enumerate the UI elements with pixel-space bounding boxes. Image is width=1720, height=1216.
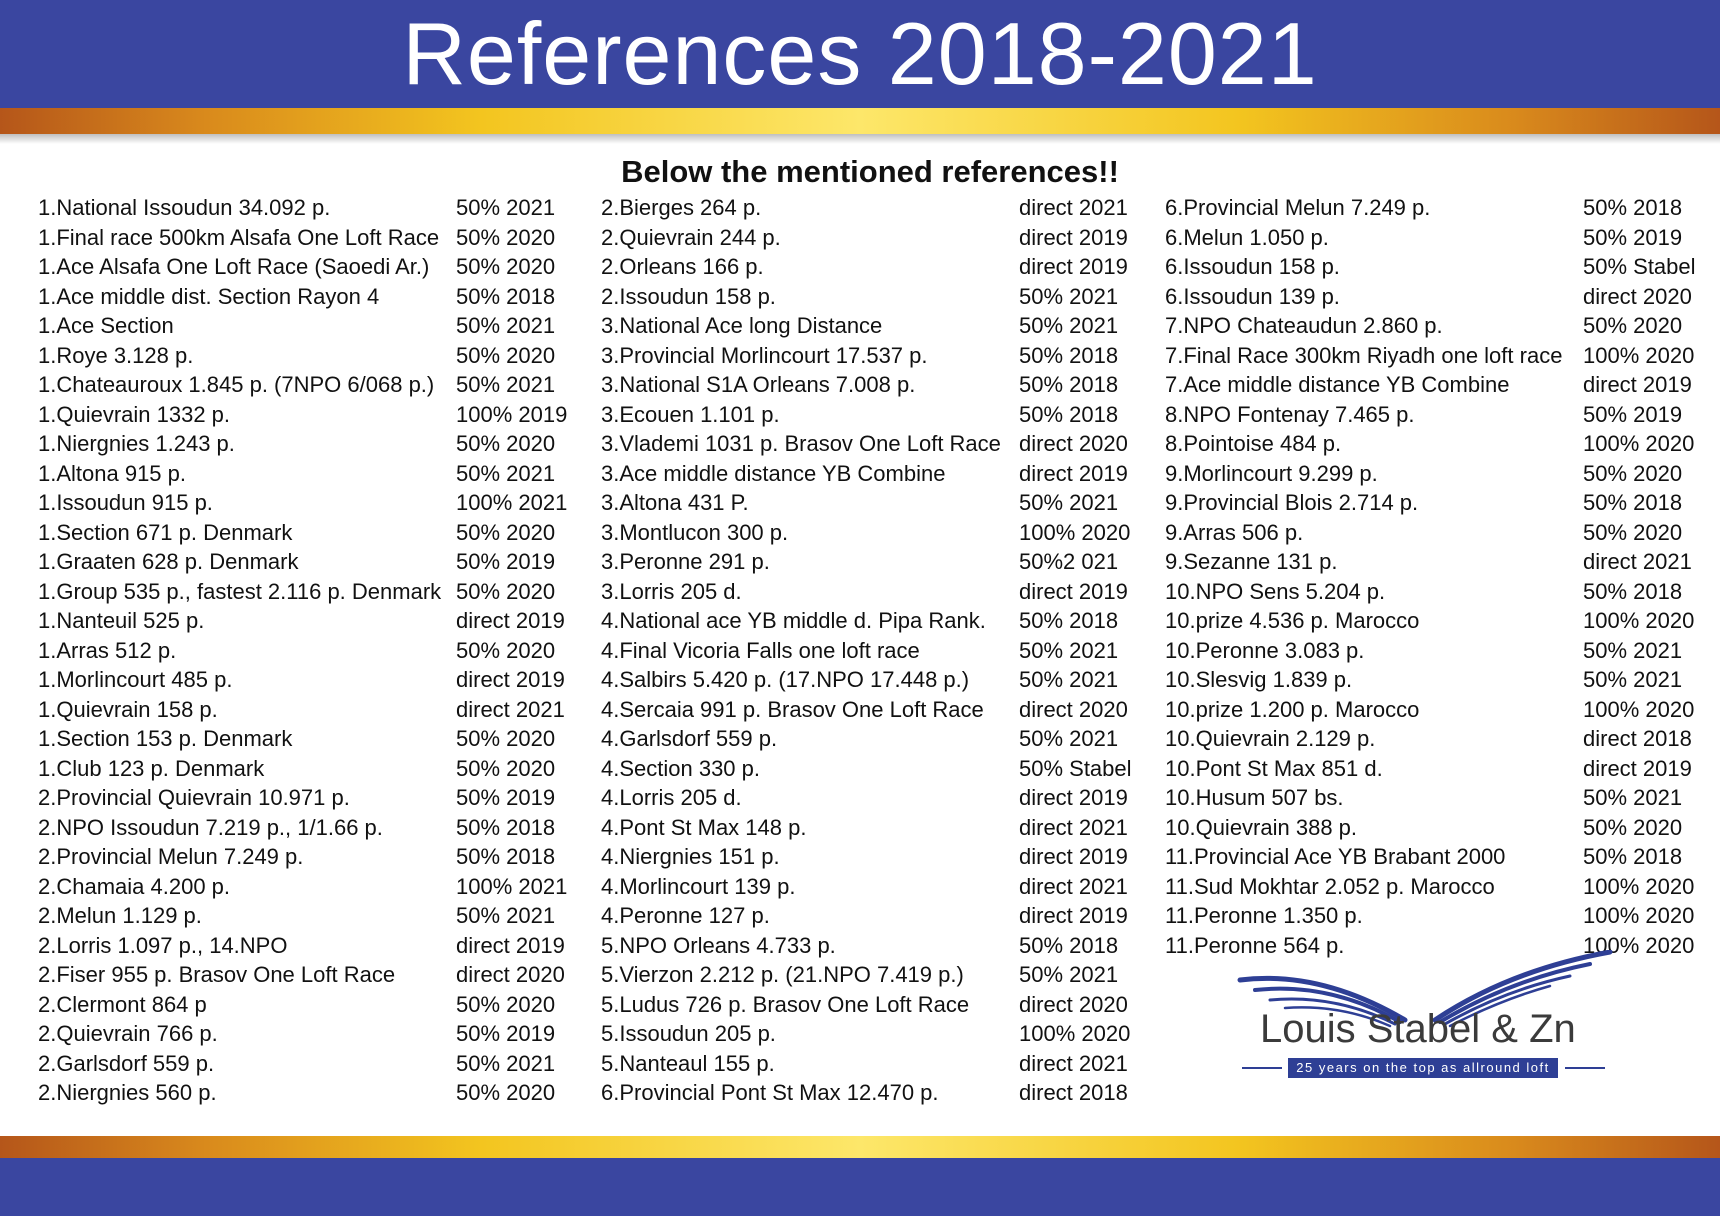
reference-share: 50% 2018	[1019, 401, 1119, 427]
list-item	[38, 636, 568, 666]
reference-share: 50% 2020	[456, 726, 556, 751]
reference-share: direct 2018	[1583, 726, 1692, 751]
reference-share: 50% 2018	[1583, 578, 1683, 604]
reference-name: 3.Peronne 291 p.	[601, 549, 770, 574]
reference-name: 1.Group 535 p., fastest 2.116 p. Denmark	[38, 578, 442, 604]
reference-share: 50% 2021	[456, 460, 556, 486]
reference-share: 50% 2021	[456, 1050, 556, 1076]
reference-share: 50% 2020	[456, 637, 556, 663]
reference-name: 4.Morlincourt 139 p.	[601, 873, 796, 899]
list-item	[38, 960, 568, 990]
reference-share: 50% 2019	[456, 785, 556, 810]
list-item	[601, 990, 1141, 1020]
reference-name: 1.Quievrain 158 p.	[38, 696, 218, 722]
list-item	[38, 370, 568, 400]
reference-name: 3.National S1A Orleans 7.008 p.	[601, 372, 916, 397]
reference-share: direct 2019	[1019, 254, 1128, 279]
reference-share: direct 2020	[1019, 431, 1128, 456]
reference-share: 50% 2018	[1583, 490, 1683, 515]
list-item	[1165, 547, 1705, 577]
reference-name: 3.Lorris 205 d.	[601, 578, 742, 604]
list-item	[38, 695, 568, 725]
reference-share: 50% 2021	[1019, 962, 1119, 987]
list-item	[601, 665, 1141, 695]
list-item	[601, 341, 1141, 371]
footer-band	[0, 1158, 1720, 1216]
list-item	[601, 488, 1141, 518]
reference-name: 7.Ace middle distance YB Combine	[1165, 372, 1510, 397]
reference-name: 2.Chamaia 4.200 p.	[38, 873, 231, 899]
reference-name: 2.Fiser 955 p. Brasov One Loft Race	[38, 962, 396, 987]
reference-share: 50% 2020	[456, 755, 556, 781]
list-item	[1165, 636, 1705, 666]
reference-share: 100% 2020	[1583, 873, 1695, 899]
list-item	[38, 813, 568, 843]
references-column-3	[1165, 193, 1705, 960]
reference-share: 50% 2021	[1583, 785, 1683, 810]
reference-share: 50% 2020	[456, 342, 556, 368]
list-item	[1165, 724, 1705, 754]
reference-share: 50% 2018	[1019, 608, 1119, 633]
reference-share: direct 2019	[1583, 755, 1692, 781]
reference-share: 50% 2018	[1019, 372, 1119, 397]
list-item	[601, 754, 1141, 784]
subtitle: Below the mentioned references!!	[621, 154, 1119, 189]
reference-name: 2.Bierges 264 p.	[601, 195, 762, 220]
references-column-2	[601, 193, 1141, 1108]
reference-name: 4.Lorris 205 d.	[601, 785, 742, 810]
reference-share: 100% 2019	[456, 401, 568, 427]
list-item	[1165, 488, 1705, 518]
reference-share: 50% 2021	[456, 195, 556, 220]
list-item	[1165, 695, 1705, 725]
list-item	[601, 960, 1141, 990]
reference-name: 9.Sezanne 131 p.	[1165, 549, 1338, 574]
list-item	[1165, 311, 1705, 341]
reference-name: 1.Ace Alsafa One Loft Race (Saoedi Ar.)	[38, 254, 430, 279]
reference-name: 6.Provincial Melun 7.249 p.	[1165, 195, 1431, 220]
reference-name: 4.Pont St Max 148 p.	[601, 814, 807, 840]
reference-share: direct 2020	[1019, 696, 1128, 722]
list-item	[601, 636, 1141, 666]
reference-share: direct 2019	[456, 608, 565, 633]
louis-stabel-logo	[1230, 950, 1620, 1120]
list-item	[38, 547, 568, 577]
reference-name: 1.Niergnies 1.243 p.	[38, 431, 235, 456]
list-item	[601, 783, 1141, 813]
reference-name: 1.Roye 3.128 p.	[38, 342, 194, 368]
reference-share: direct 2019	[1583, 372, 1692, 397]
reference-share: 50% 2018	[456, 844, 556, 869]
list-item	[1165, 754, 1705, 784]
reference-share: 50% 2018	[456, 814, 556, 840]
list-item	[601, 311, 1141, 341]
reference-name: 1.Issoudun 915 p.	[38, 490, 213, 515]
list-item	[601, 429, 1141, 459]
list-item	[601, 813, 1141, 843]
reference-name: 3.Provincial Morlincourt 17.537 p.	[601, 342, 928, 368]
list-item	[601, 252, 1141, 282]
reference-name: 4.Niergnies 151 p.	[601, 844, 780, 869]
reference-share: 50% 2018	[1019, 342, 1119, 368]
reference-name: 5.Vierzon 2.212 p. (21.NPO 7.419 p.)	[601, 962, 964, 987]
list-item	[38, 783, 568, 813]
reference-share: 50% 2021	[1019, 667, 1119, 692]
list-item	[38, 252, 568, 282]
reference-name: 2.Provincial Melun 7.249 p.	[38, 844, 304, 869]
reference-name: 1.Final race 500km Alsafa One Loft Race	[38, 224, 440, 250]
reference-name: 11.Provincial Ace YB Brabant 2000	[1165, 844, 1506, 869]
reference-share: 50% 2021	[456, 903, 556, 928]
list-item	[601, 223, 1141, 253]
list-item	[38, 1078, 568, 1108]
list-item	[38, 193, 568, 223]
reference-name: 5.Issoudun 205 p.	[601, 1021, 776, 1046]
reference-name: 3.National Ace long Distance	[601, 313, 883, 338]
reference-name: 4.Peronne 127 p.	[601, 903, 770, 928]
reference-name: 2.Melun 1.129 p.	[38, 903, 202, 928]
reference-share: 100% 2021	[456, 873, 568, 899]
list-item	[1165, 282, 1705, 312]
reference-name: 3.Vlademi 1031 p. Brasov One Loft Race	[601, 431, 1001, 456]
reference-share: 50%2 021	[1019, 549, 1119, 574]
reference-name: 10.Peronne 3.083 p.	[1165, 637, 1365, 663]
reference-name: 1.Arras 512 p.	[38, 637, 177, 663]
reference-name: 10.prize 1.200 p. Marocco	[1165, 696, 1420, 722]
reference-share: 50% 2021	[1019, 283, 1119, 309]
reference-name: 3.Altona 431 P.	[601, 490, 749, 515]
list-item	[38, 459, 568, 489]
reference-share: direct 2021	[1019, 814, 1128, 840]
reference-name: 1.Graaten 628 p. Denmark	[38, 549, 299, 574]
tagline-rule-left	[1242, 1067, 1282, 1069]
reference-name: 2.Provincial Quievrain 10.971 p.	[38, 785, 350, 810]
list-item	[1165, 783, 1705, 813]
list-item	[38, 606, 568, 636]
reference-name: 11.Sud Mokhtar 2.052 p. Marocco	[1165, 873, 1495, 899]
reference-share: 50% 2020	[1583, 814, 1683, 840]
list-item	[1165, 400, 1705, 430]
list-item	[601, 282, 1141, 312]
reference-share: 100% 2020	[1019, 519, 1131, 545]
list-item	[1165, 901, 1705, 931]
reference-share: 50% 2020	[456, 224, 556, 250]
logo-tagline: 25 years on the top as allround loft	[1288, 1058, 1558, 1078]
tagline-rule-right	[1565, 1067, 1605, 1069]
reference-name: 3.Ecouen 1.101 p.	[601, 401, 780, 427]
reference-share: 50% 2019	[456, 549, 556, 574]
list-item	[601, 518, 1141, 548]
list-item	[38, 488, 568, 518]
list-item	[1165, 429, 1705, 459]
reference-name: 10.NPO Sens 5.204 p.	[1165, 578, 1386, 604]
reference-name: 4.Garlsdorf 559 p.	[601, 726, 778, 751]
reference-name: 1.Section 153 p. Denmark	[38, 726, 293, 751]
reference-name: 6.Melun 1.050 p.	[1165, 224, 1329, 250]
reference-share: 50% 2018	[1583, 195, 1683, 220]
reference-share: direct 2021	[1019, 195, 1128, 220]
reference-share: 100% 2020	[1583, 932, 1695, 958]
logo-name: Louis Stabel & Zn	[1260, 1007, 1576, 1051]
reference-share: 100% 2020	[1583, 696, 1695, 722]
list-item	[38, 754, 568, 784]
list-item	[601, 872, 1141, 902]
list-item	[601, 901, 1141, 931]
reference-name: 2.Quievrain 244 p.	[601, 224, 781, 250]
list-item	[38, 282, 568, 312]
list-item	[601, 193, 1141, 223]
reference-name: 10.Husum 507 bs.	[1165, 785, 1344, 810]
reference-name: 8.Pointoise 484 p.	[1165, 431, 1342, 456]
reference-share: direct 2021	[1019, 873, 1128, 899]
reference-name: 1.Quievrain 1332 p.	[38, 401, 231, 427]
reference-share: direct 2020	[456, 962, 565, 987]
reference-name: 1.Ace Section	[38, 313, 174, 338]
list-item	[38, 931, 568, 961]
list-item	[38, 665, 568, 695]
reference-share: direct 2019	[1019, 460, 1128, 486]
list-item	[601, 400, 1141, 430]
reference-name: 2.Orleans 166 p.	[601, 254, 764, 279]
list-item	[38, 842, 568, 872]
reference-share: direct 2021	[1019, 1050, 1128, 1076]
reference-name: 10.prize 4.536 p. Marocco	[1165, 608, 1420, 633]
reference-share: direct 2021	[456, 696, 565, 722]
reference-name: 10.Slesvig 1.839 p.	[1165, 667, 1353, 692]
list-item	[601, 547, 1141, 577]
reference-share: 50% 2019	[1583, 224, 1683, 250]
reference-name: 3.Ace middle distance YB Combine	[601, 460, 946, 486]
reference-share: direct 2019	[1019, 903, 1128, 928]
reference-share: direct 2019	[456, 932, 565, 958]
list-item	[38, 429, 568, 459]
list-item	[601, 577, 1141, 607]
list-item	[601, 842, 1141, 872]
reference-share: direct 2020	[1583, 283, 1692, 309]
reference-name: 4.Sercaia 991 p. Brasov One Loft Race	[601, 696, 984, 722]
list-item	[1165, 872, 1705, 902]
reference-share: 50% 2020	[1583, 313, 1683, 338]
reference-name: 1.Altona 915 p.	[38, 460, 187, 486]
list-item	[1165, 193, 1705, 223]
reference-name: 1.Morlincourt 485 p.	[38, 667, 233, 692]
reference-share: direct 2019	[1019, 578, 1128, 604]
list-item	[1165, 370, 1705, 400]
reference-name: 4.Salbirs 5.420 p. (17.NPO 17.448 p.)	[601, 667, 970, 692]
reference-share: 50% 2021	[1019, 490, 1119, 515]
list-item	[38, 724, 568, 754]
reference-share: 100% 2020	[1583, 903, 1695, 928]
reference-share: direct 2021	[1583, 549, 1692, 574]
reference-name: 7.Final Race 300km Riyadh one loft race	[1165, 342, 1563, 368]
reference-share: direct 2019	[1019, 224, 1128, 250]
list-item	[38, 400, 568, 430]
references-column-1	[38, 193, 568, 1108]
reference-share: 50% 2020	[456, 431, 556, 456]
reference-share: 50% 2020	[456, 254, 556, 279]
gold-stripe-top	[0, 108, 1720, 134]
reference-share: 50% 2021	[1583, 637, 1683, 663]
reference-share: 50% 2021	[1019, 313, 1119, 338]
reference-name: 1.Chateauroux 1.845 p. (7NPO 6/068 p.)	[38, 372, 435, 397]
list-item	[1165, 459, 1705, 489]
page-title: References 2018-2021	[402, 4, 1318, 103]
reference-share: 50% 2020	[456, 578, 556, 604]
list-item	[601, 695, 1141, 725]
reference-share: 100% 2020	[1019, 1021, 1131, 1046]
list-item	[601, 1078, 1141, 1108]
list-item	[1165, 223, 1705, 253]
reference-name: 7.NPO Chateaudun 2.860 p.	[1165, 313, 1443, 338]
list-item	[1165, 577, 1705, 607]
reference-share: 50% 2021	[1019, 637, 1119, 663]
reference-name: 6.Issoudun 139 p.	[1165, 283, 1340, 309]
reference-share: 50% 2019	[1583, 401, 1683, 427]
reference-share: 100% 2020	[1583, 431, 1695, 456]
reference-share: 50% 2019	[456, 1021, 556, 1046]
reference-name: 2.Clermont 864 p	[38, 991, 207, 1017]
reference-name: 1.Section 671 p. Denmark	[38, 519, 293, 545]
reference-share: 50% 2021	[456, 313, 556, 338]
list-item	[38, 223, 568, 253]
reference-name: 5.NPO Orleans 4.733 p.	[601, 932, 836, 958]
reference-share: 50% 2021	[1019, 726, 1119, 751]
reference-name: 10.Pont St Max 851 d.	[1165, 755, 1383, 781]
reference-share: 50% 2018	[1583, 844, 1683, 869]
list-item	[601, 459, 1141, 489]
reference-share: 50% Stabel	[1583, 254, 1696, 279]
reference-share: direct 2019	[456, 667, 565, 692]
reference-share: 100% 2021	[456, 490, 568, 515]
list-item	[38, 341, 568, 371]
reference-name: 2.Lorris 1.097 p., 14.NPO	[38, 932, 288, 958]
reference-share: 50% Stabel	[1019, 755, 1132, 781]
reference-name: 8.NPO Fontenay 7.465 p.	[1165, 401, 1415, 427]
reference-name: 11.Peronne 1.350 p.	[1165, 903, 1363, 928]
reference-share: 50% 2020	[456, 991, 556, 1017]
reference-share: 50% 2020	[1583, 519, 1683, 545]
reference-share: 50% 2020	[1583, 460, 1683, 486]
reference-name: 5.Nanteaul 155 p.	[601, 1050, 775, 1076]
list-item	[1165, 518, 1705, 548]
list-item	[38, 577, 568, 607]
list-item	[1165, 341, 1705, 371]
reference-name: 4.Final Vicoria Falls one loft race	[601, 637, 920, 663]
reference-name: 2.Issoudun 158 p.	[601, 283, 776, 309]
reference-name: 4.National ace YB middle d. Pipa Rank.	[601, 608, 986, 633]
reference-name: 1.National Issoudun 34.092 p.	[38, 195, 331, 220]
list-item	[1165, 665, 1705, 695]
reference-share: 100% 2020	[1583, 342, 1695, 368]
reference-share: 50% 2018	[456, 283, 556, 309]
reference-share: 50% 2018	[1019, 932, 1119, 958]
list-item	[1165, 252, 1705, 282]
reference-name: 2.Garlsdorf 559 p.	[38, 1050, 215, 1076]
reference-share: 50% 2020	[456, 519, 556, 545]
reference-name: 6.Provincial Pont St Max 12.470 p.	[601, 1080, 939, 1105]
stripe-shadow	[0, 134, 1720, 144]
list-item	[38, 901, 568, 931]
reference-name: 3.Montlucon 300 p.	[601, 519, 789, 545]
list-item	[38, 872, 568, 902]
list-item	[38, 311, 568, 341]
reference-name: 11.Peronne 564 p.	[1165, 932, 1345, 958]
reference-name: 2.NPO Issoudun 7.219 p., 1/1.66 p.	[38, 814, 383, 840]
list-item	[38, 990, 568, 1020]
reference-share: 50% 2020	[456, 1080, 556, 1105]
reference-share: direct 2020	[1019, 991, 1128, 1017]
list-item	[601, 1049, 1141, 1079]
list-item	[601, 1019, 1141, 1049]
reference-name: 10.Quievrain 2.129 p.	[1165, 726, 1376, 751]
reference-share: direct 2019	[1019, 844, 1128, 869]
list-item	[1165, 606, 1705, 636]
reference-share: direct 2018	[1019, 1080, 1128, 1105]
reference-name: 10.Quievrain 388 p.	[1165, 814, 1358, 840]
reference-name: 9.Arras 506 p.	[1165, 519, 1304, 545]
reference-name: 2.Quievrain 766 p.	[38, 1021, 218, 1046]
list-item	[601, 931, 1141, 961]
reference-share: 50% 2021	[456, 372, 556, 397]
reference-share: direct 2019	[1019, 785, 1128, 810]
reference-name: 5.Ludus 726 p. Brasov One Loft Race	[601, 991, 970, 1017]
reference-name: 4.Section 330 p.	[601, 755, 761, 781]
list-item	[601, 370, 1141, 400]
list-item	[38, 1019, 568, 1049]
list-item	[38, 1049, 568, 1079]
reference-name: 6.Issoudun 158 p.	[1165, 254, 1340, 279]
reference-name: 1.Ace middle dist. Section Rayon 4	[38, 283, 380, 309]
list-item	[601, 724, 1141, 754]
reference-name: 9.Provincial Blois 2.714 p.	[1165, 490, 1419, 515]
reference-share: 50% 2021	[1583, 667, 1683, 692]
reference-name: 1.Club 123 p. Denmark	[38, 755, 265, 781]
list-item	[1165, 813, 1705, 843]
list-item	[38, 518, 568, 548]
reference-name: 9.Morlincourt 9.299 p.	[1165, 460, 1378, 486]
reference-name: 1.Nanteuil 525 p.	[38, 608, 205, 633]
reference-share: 100% 2020	[1583, 608, 1695, 633]
list-item	[601, 606, 1141, 636]
list-item	[1165, 842, 1705, 872]
reference-name: 2.Niergnies 560 p.	[38, 1080, 217, 1105]
